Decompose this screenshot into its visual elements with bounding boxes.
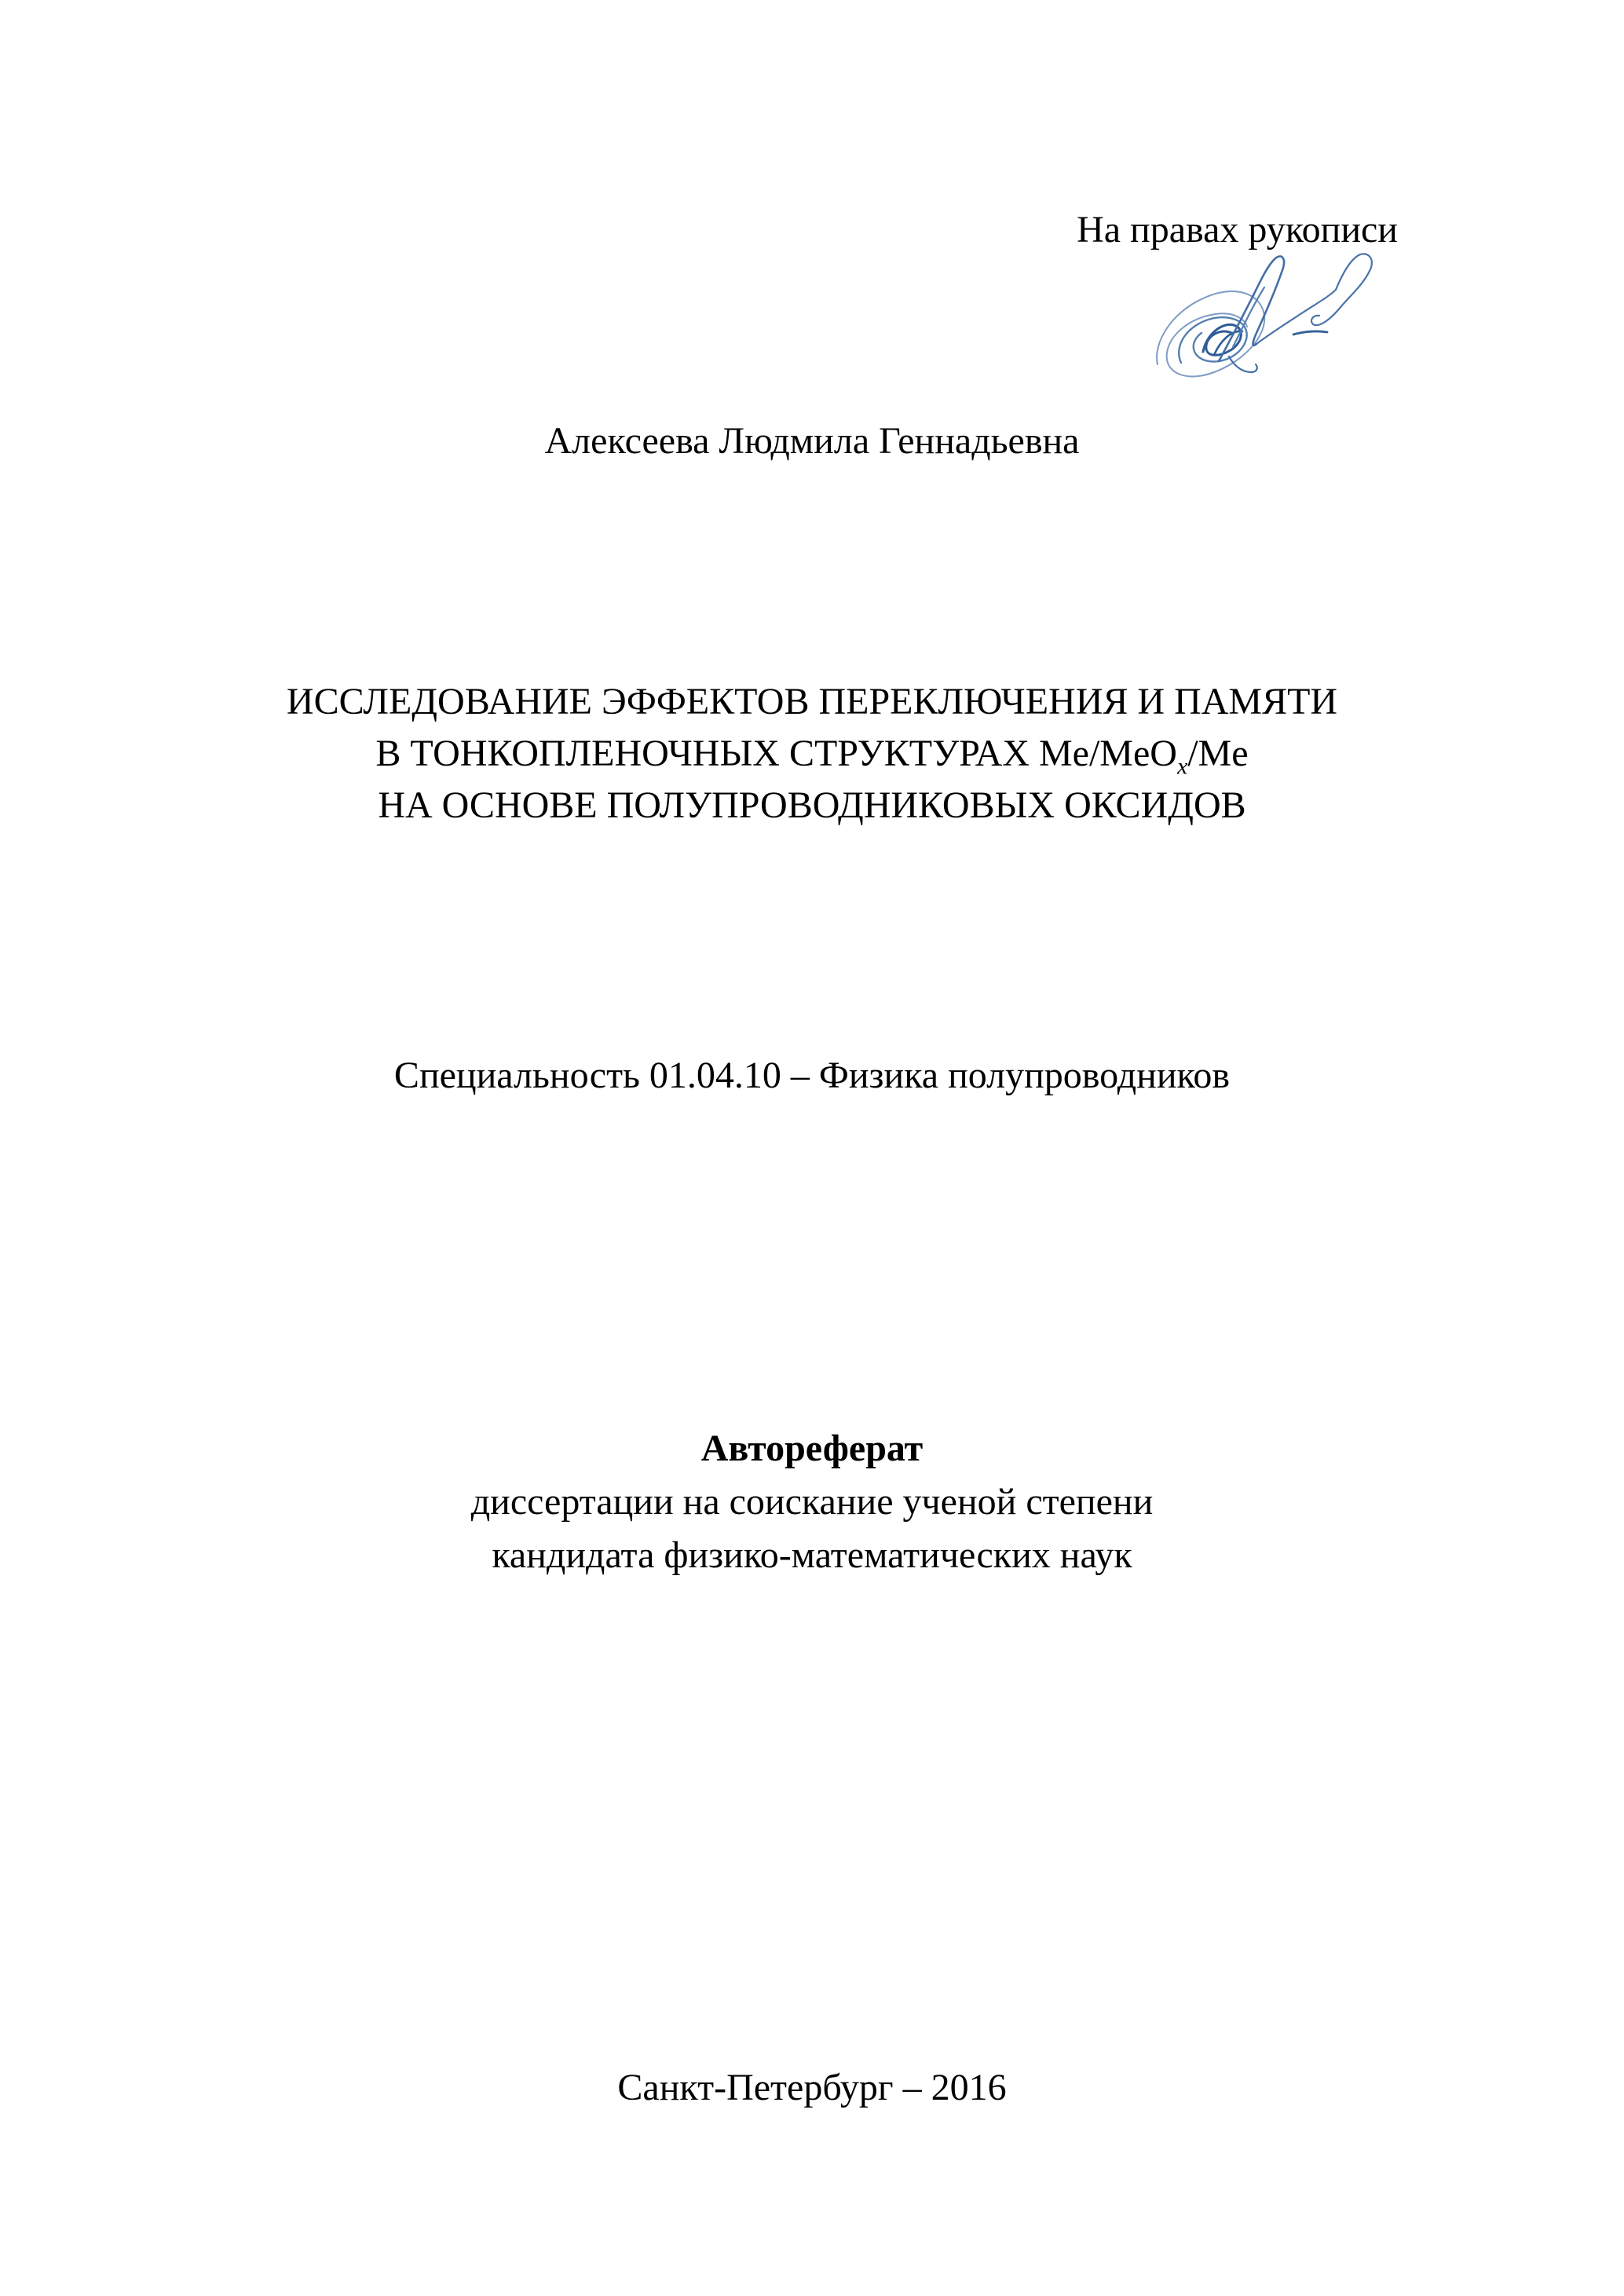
dissertation-title bbox=[0, 676, 1624, 832]
abstract-line-2: диссертации на соискание ученой степени bbox=[470, 1481, 1154, 1523]
signature-scribble bbox=[1157, 254, 1372, 376]
handwritten-signature bbox=[1154, 248, 1377, 393]
abstract-heading: Автореферат bbox=[700, 1428, 924, 1469]
author-name: Алексеева Людмила Геннадьевна bbox=[544, 420, 1080, 462]
title-line-1: ИССЛЕДОВАНИЕ ЭФФЕКТОВ ПЕРЕКЛЮЧЕНИЯ И ПАМЯТИ bbox=[286, 681, 1338, 722]
title-line-2-subscript: x bbox=[1176, 753, 1188, 780]
abstract-block bbox=[0, 1422, 1624, 1582]
speciality-line: Специальность 01.04.10 – Физика полупроводников bbox=[393, 1055, 1231, 1096]
title-line-3: НА ОСНОВЕ ПОЛУПРОВОДНИКОВЫХ ОКСИДОВ bbox=[378, 784, 1246, 826]
title-line-2-prefix: В ТОНКОПЛЕНОЧНЫХ СТРУКТУРАХ Me/MeO bbox=[375, 733, 1177, 774]
title-line-2-suffix: /Me bbox=[1187, 733, 1249, 774]
title-line-2 bbox=[0, 728, 1624, 780]
abstract-line-3: кандидата физико-математических наук bbox=[492, 1534, 1132, 1576]
city-year-line: Санкт-Петербург – 2016 bbox=[617, 2067, 1007, 2108]
manuscript-rights-note: На правах рукописи bbox=[1077, 209, 1398, 250]
